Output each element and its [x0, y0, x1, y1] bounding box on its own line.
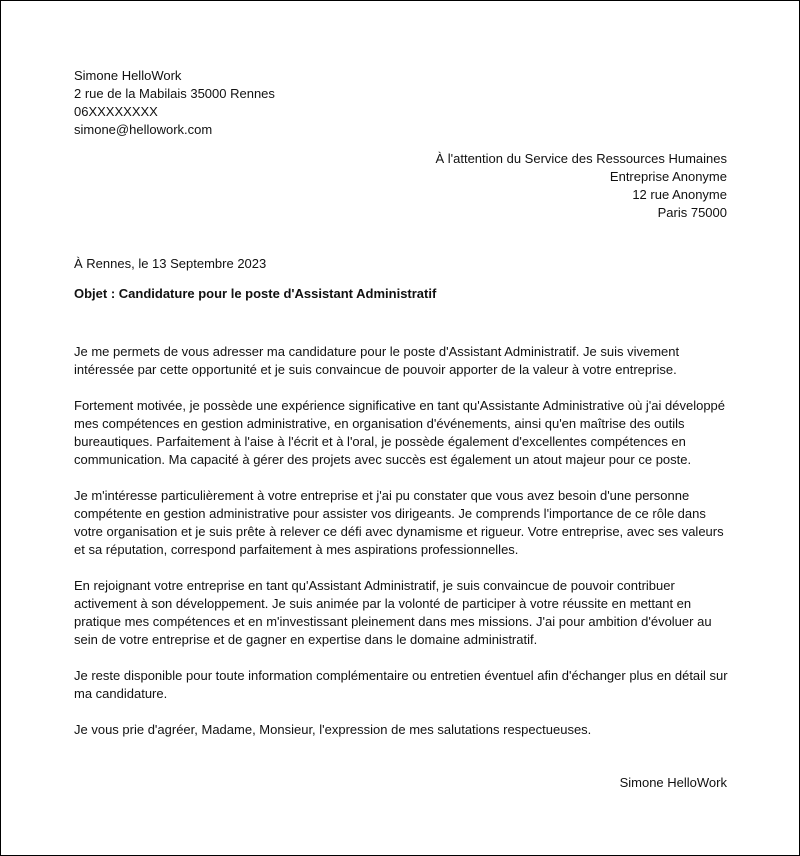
sender-phone: 06XXXXXXXX: [74, 104, 158, 119]
body-paragraph-1: Je me permets de vous adresser ma candidature pour le poste d'Assistant Administratif. Je suis vivement intéressée par cette opportunité et je suis convaincue de pouvoir apporter de la valeur à votre entreprise.: [74, 344, 680, 377]
recipient-city: Paris 75000: [657, 205, 727, 220]
body-paragraph-3: Je m'intéresse particulièrement à votre entreprise et j'ai pu constater que vous avez besoin d'une personne compétente en gestion administrative pour assister vos dirigeants. Je comprends l'importance de ce rôle dans votre organisation et je suis prête à relever ce défi avec dynamisme et rigueur. Votre entreprise, avec ses valeurs et sa réputation, correspond parfaitement à mes aspirations professionnelles.: [74, 488, 724, 557]
recipient-attention: À l'attention du Service des Ressources Humaines: [435, 151, 727, 166]
sender-name: Simone HelloWork: [74, 68, 182, 83]
body-paragraph-5: Je reste disponible pour toute information complémentaire ou entretien éventuel afin d'échanger plus en détail sur ma candidature.: [74, 668, 728, 701]
letter-body: [74, 343, 734, 739]
signature: Simone HelloWork: [619, 775, 727, 790]
date-line: À Rennes, le 13 Septembre 2023: [74, 256, 267, 271]
recipient-company: Entreprise Anonyme: [609, 169, 727, 184]
recipient-street: 12 rue Anonyme: [632, 187, 727, 202]
recipient-block: [435, 150, 727, 222]
sender-address: 2 rue de la Mabilais 35000 Rennes: [74, 86, 275, 101]
closing-paragraph: Je vous prie d'agréer, Madame, Monsieur, l'expression de mes salutations respectueuses.: [74, 722, 592, 737]
sender-block: [74, 67, 275, 139]
subject-line: Objet : Candidature pour le poste d'Assistant Administratif: [74, 286, 437, 301]
body-paragraph-2: Fortement motivée, je possède une expérience significative en tant qu'Assistante Administrative où j'ai développé mes compétences en gestion administrative, en organisation d'événements, ainsi qu'en maîtrise des outils bureautiques. Parfaitement à l'aise à l'écrit et à l'oral, je possède également d'excellentes compétences en communication. Ma capacité à gérer des projets avec succès est également un atout majeur pour ce poste.: [74, 398, 726, 467]
body-paragraph-4: En rejoignant votre entreprise en tant qu'Assistant Administratif, je suis convaincue de pouvoir contribuer activement à son développement. Je suis animée par la volonté de participer à votre réussite en mettant en pratique mes compétences et en m'investissant pleinement dans mes missions. J'ai pour ambition d'évoluer au sein de votre entreprise et de gagner en expertise dans le domaine administratif.: [74, 578, 712, 647]
sender-email: simone@hellowork.com: [74, 122, 213, 137]
